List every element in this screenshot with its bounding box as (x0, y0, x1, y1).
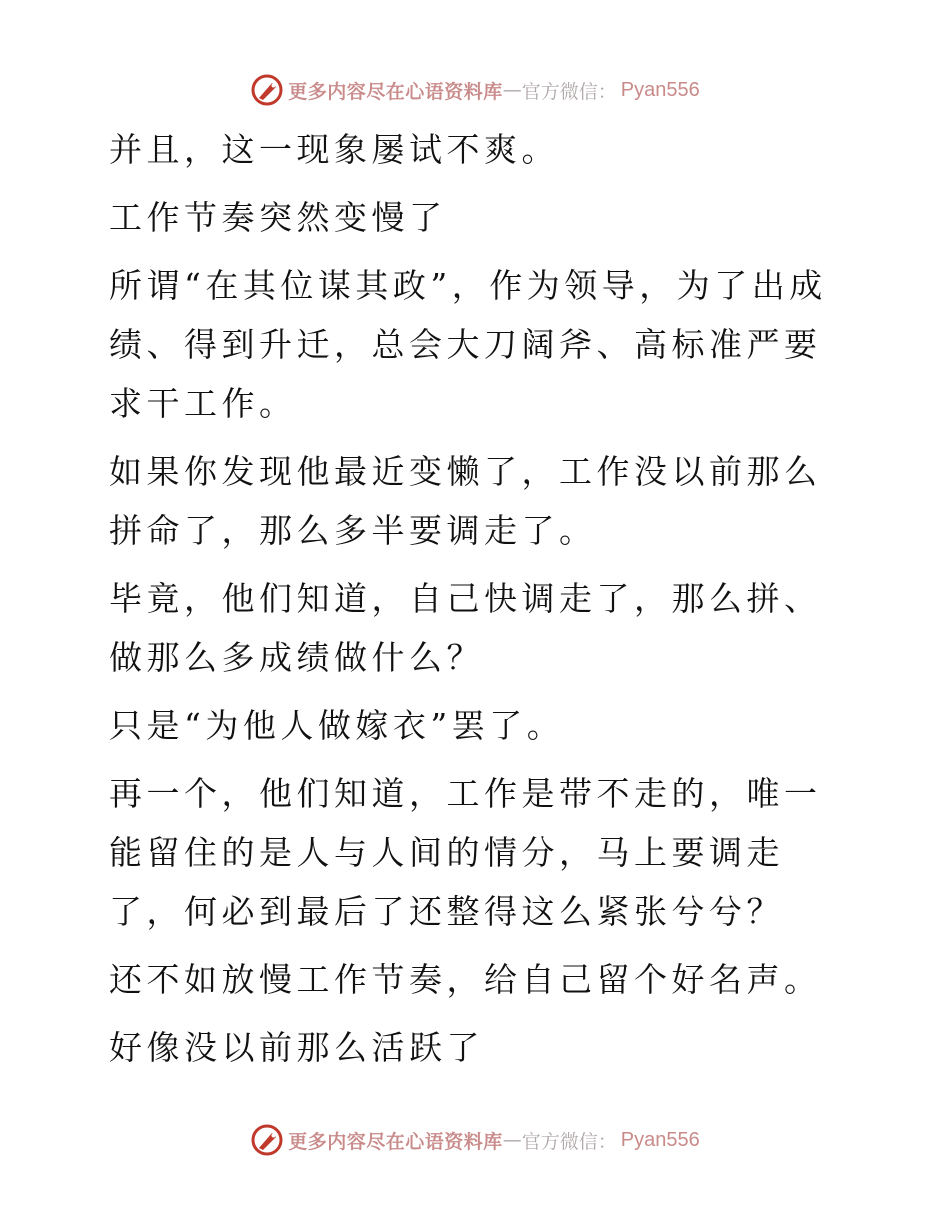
watermark-wechat-id: Pyan556 (620, 1128, 700, 1151)
paragraph: 并且，这一现象屡试不爽。 (109, 130, 559, 169)
watermark-wechat-id: Pyan556 (620, 78, 700, 101)
watermark-dash: — (502, 79, 522, 101)
header-watermark (0, 70, 950, 110)
paragraph: 还不如放慢工作节奏，给自己留个好名声。 (109, 960, 822, 999)
watermark-wechat-label: 官方微信： (521, 80, 617, 103)
section-heading: 工作节奏突然变慢了 (109, 198, 447, 237)
pen-nib-logo-icon (250, 1123, 284, 1157)
document-body (98, 120, 858, 1086)
paragraph: 所谓“在其位谋其政”，作为领导，为了出成绩、得到升迁，总会大刀阔斧、高标准严要求干工作。 (109, 266, 827, 423)
watermark-title: 更多内容尽在心语资料库 (288, 1130, 503, 1153)
watermark-dash: — (502, 1129, 522, 1151)
footer-watermark (0, 1120, 950, 1160)
watermark-title: 更多内容尽在心语资料库 (288, 80, 503, 103)
paragraph: 再一个，他们知道，工作是带不走的，唯一能留住的是人与人间的情分，马上要调走了，何必到最后了还整得这么紧张兮兮？ (109, 774, 822, 931)
paragraph: 只是“为他人做嫁衣”罢了。 (109, 706, 565, 745)
watermark-wechat-label: 官方微信： (521, 1130, 617, 1153)
paragraph: 毕竟，他们知道，自己快调走了，那么拼、做那么多成绩做什么？ (109, 579, 822, 677)
paragraph: 如果你发现他最近变懒了，工作没以前那么拼命了，那么多半要调走了。 (109, 452, 822, 550)
section-heading: 好像没以前那么活跃了 (109, 1028, 484, 1067)
pen-nib-logo-icon (250, 73, 284, 107)
